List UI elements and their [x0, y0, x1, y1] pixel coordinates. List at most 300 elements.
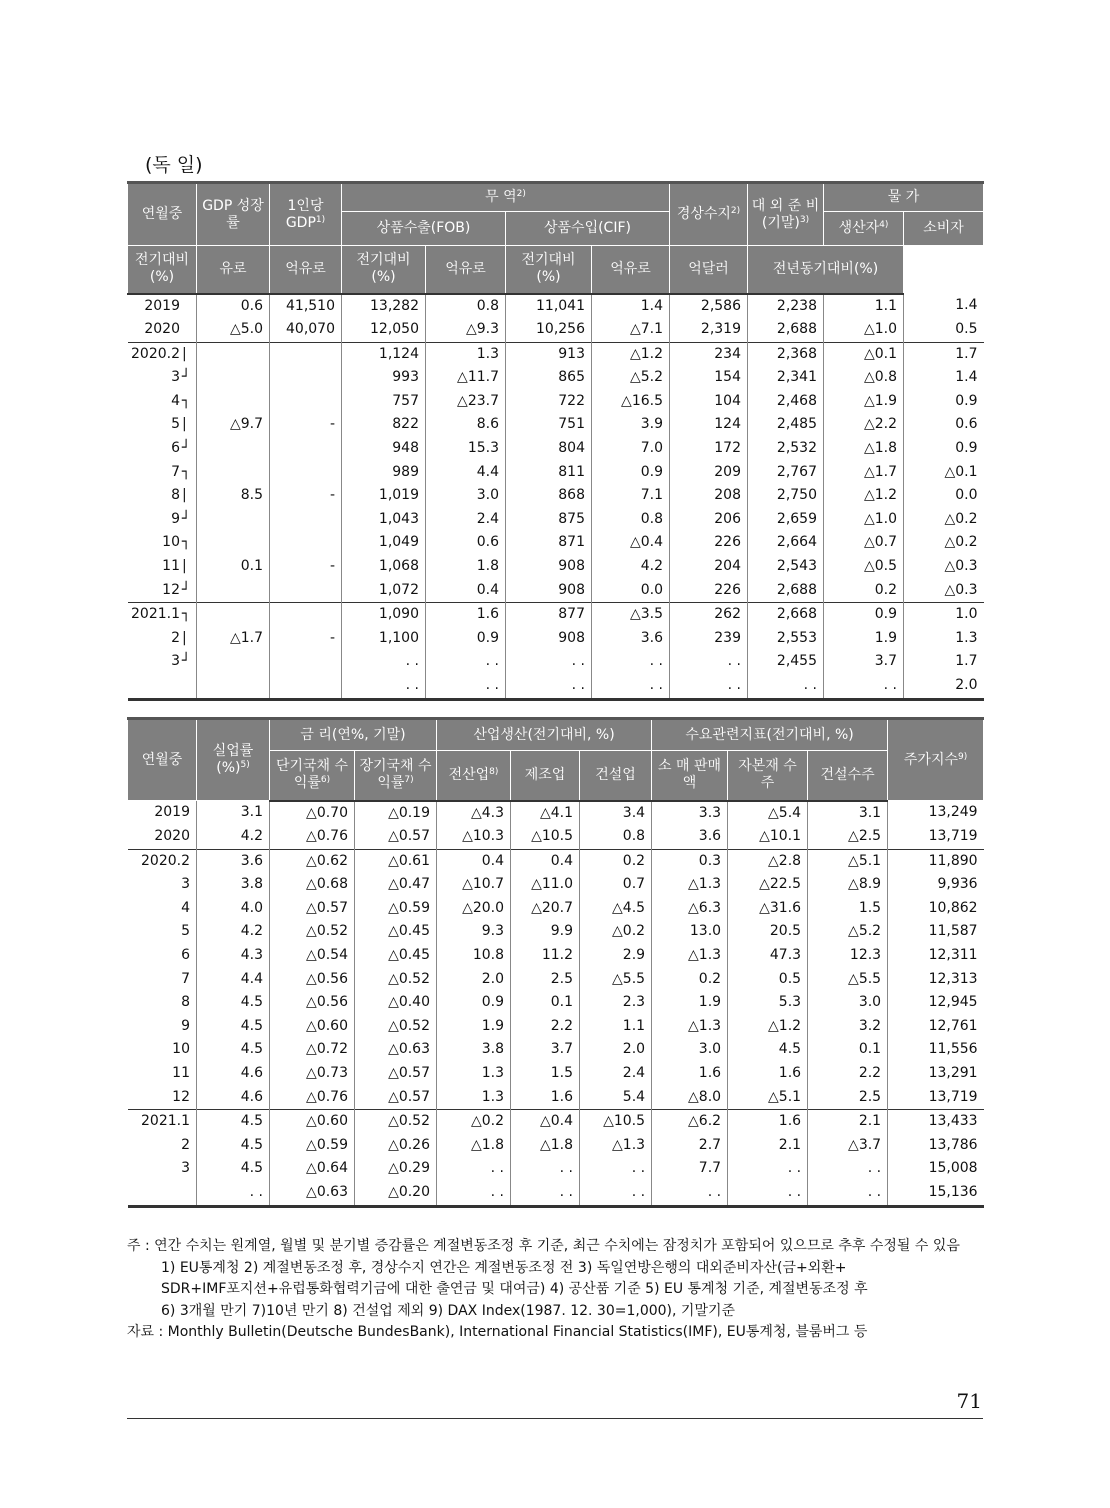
table-cell: △16.5: [592, 390, 670, 414]
table-cell: . .: [580, 1181, 652, 1206]
table-cell: △0.3: [904, 579, 984, 603]
table-cell: 15.3: [426, 437, 506, 461]
unit-import-change: 전기대비 (%): [506, 246, 592, 294]
col-header-month: 연월중: [128, 183, 197, 246]
quarter-bracket: ┘: [182, 440, 191, 457]
unit-current-account: 억유로: [592, 246, 670, 294]
table-cell: 5.4: [580, 1086, 652, 1110]
table-cell: 2.7: [652, 1134, 728, 1158]
table-cell: 1.3: [437, 1062, 511, 1086]
table-cell: 868: [506, 484, 592, 508]
table-cell: 1.6: [511, 1086, 580, 1110]
table-cell: △4.5: [580, 897, 652, 921]
table-cell: [270, 437, 342, 461]
table-row: [128, 603, 984, 627]
table-cell: 3.4: [580, 801, 652, 826]
table-cell: 6: [181, 947, 190, 964]
col-header-unemployment: 실업률 (%)$^{5)}$: [197, 719, 270, 801]
table-row: [128, 555, 984, 579]
table-row: [128, 318, 984, 342]
page-number: 71: [956, 1389, 982, 1413]
table-cell: 908: [506, 555, 592, 579]
table-cell: △0.2: [437, 1110, 511, 1134]
table-cell: 0.4: [426, 579, 506, 603]
table-cell: 0.9: [904, 437, 984, 461]
table-cell: [270, 366, 342, 390]
col-header-capital-goods: 자본재 수 주: [728, 751, 808, 801]
col-header-retail: 소 매 판매액: [652, 751, 728, 801]
table-row: [128, 437, 984, 461]
table-row: [128, 484, 984, 508]
table-cell: 0.4: [437, 849, 511, 873]
table-cell: △0.19: [355, 801, 437, 826]
table-cell: 4.6: [197, 1062, 270, 1086]
table-cell: △1.7: [197, 627, 270, 651]
col-header-short-bond: 단기국채 수익률$^{6)}$: [270, 751, 355, 801]
table-cell: 11: [172, 1065, 190, 1082]
table-cell: △7.1: [592, 318, 670, 342]
table-cell: △0.76: [270, 825, 355, 849]
table-cell: 3.1: [197, 801, 270, 826]
table-cell: [270, 579, 342, 603]
table-row: [128, 390, 984, 414]
table-cell: △0.73: [270, 1062, 355, 1086]
table-cell: -: [270, 627, 342, 651]
table-cell: 1.7: [904, 342, 984, 366]
table-cell: △0.52: [355, 1015, 437, 1039]
table-cell: 41,510: [270, 294, 342, 319]
table-cell: △1.8: [824, 437, 904, 461]
table-cell: 0.8: [580, 825, 652, 849]
table-cell: △0.4: [511, 1110, 580, 1134]
table-cell: 993: [342, 366, 426, 390]
col-header-interest: 금 리(연%, 기말): [270, 719, 437, 751]
table-cell: 172: [670, 437, 748, 461]
table-cell: △0.7: [824, 531, 904, 555]
table-cell: 262: [670, 603, 748, 627]
table-cell: △5.1: [728, 1086, 808, 1110]
table-cell: . .: [437, 1181, 511, 1206]
table-cell: 5.3: [728, 991, 808, 1015]
table-cell: 13,719: [888, 1086, 984, 1110]
table-cell: △0.2: [580, 920, 652, 944]
table-cell: 3.1: [808, 801, 888, 826]
quarter-bracket: ┘: [182, 653, 191, 670]
table-cell: △0.57: [355, 825, 437, 849]
section-title: (독 일): [145, 154, 203, 176]
table-cell: 9,936: [888, 873, 984, 897]
table-cell: 20.5: [728, 920, 808, 944]
table-cell: [197, 461, 270, 485]
table-cell: 3 ┘: [128, 650, 197, 674]
table-cell: . .: [728, 1157, 808, 1181]
table-cell: 7: [181, 970, 190, 987]
table-cell: 1.4: [904, 294, 984, 319]
table-cell: 5: [181, 923, 190, 940]
table-cell: [197, 342, 270, 366]
table-cell: 11,041: [506, 294, 592, 319]
table-cell: △1.8: [437, 1134, 511, 1158]
table-row: [128, 920, 984, 944]
table-cell: . .: [670, 650, 748, 674]
table-cell: △5.4: [728, 801, 808, 826]
col-header-construction-orders: 건설수주: [808, 751, 888, 801]
table-cell: . .: [342, 674, 426, 699]
col-header-long-bond: 장기국채 수익률$^{7)}$: [355, 751, 437, 801]
table-cell: 7.0: [592, 437, 670, 461]
table-cell: 1.7: [904, 650, 984, 674]
table-cell: 1.3: [426, 342, 506, 366]
table-cell: 2.1: [808, 1110, 888, 1134]
table-cell: 2.0: [904, 674, 984, 699]
table-cell: 1,068: [342, 555, 426, 579]
table-cell: 4.5: [197, 1134, 270, 1158]
table-cell: △4.3: [437, 801, 511, 826]
table-cell: 1.3: [904, 627, 984, 651]
col-header-prices: 물 가: [824, 183, 984, 212]
table-cell: 2.4: [580, 1062, 652, 1086]
table-cell: 1.9: [652, 991, 728, 1015]
table-cell: 2,750: [748, 484, 824, 508]
table-cell: [128, 674, 197, 699]
table-cell: △0.56: [270, 968, 355, 992]
table-cell: 10.8: [437, 944, 511, 968]
table-row: [128, 508, 984, 532]
table-cell: [197, 437, 270, 461]
table-cell: 2,468: [748, 390, 824, 414]
col-header-industrial-production: 산업생산(전기대비, %): [437, 719, 652, 751]
unit-gdp: 전기대비 (%): [128, 246, 197, 294]
table-cell: 0.9: [437, 991, 511, 1015]
table-cell: . .: [342, 650, 426, 674]
table-cell: 124: [670, 413, 748, 437]
table-cell: 3.8: [437, 1038, 511, 1062]
table-cell: 757: [342, 390, 426, 414]
table-cell: 2 |: [128, 627, 197, 651]
table-cell: 0.6: [904, 413, 984, 437]
table-cell: 4.2: [197, 920, 270, 944]
table-cell: 2,688: [748, 318, 824, 342]
table-cell: △8.0: [652, 1086, 728, 1110]
table-cell: 0.5: [904, 318, 984, 342]
source-note: 자료 : Monthly Bulletin(Deutsche BundesBank), International Financial Statistics(IMF), EU통계청, 블룸버그 등: [127, 1324, 868, 1340]
table-cell: 3 ┘: [128, 366, 197, 390]
table-cell: 1,019: [342, 484, 426, 508]
germany-trade-price-table: [127, 181, 984, 701]
table-cell: 13.0: [652, 920, 728, 944]
quarter-bracket: |: [182, 487, 187, 504]
table-cell: 209: [670, 461, 748, 485]
table-cell: △0.54: [270, 944, 355, 968]
table-cell: 6 ┘: [128, 437, 197, 461]
quarter-bracket: ┐: [182, 606, 191, 623]
table-cell: 12.3: [808, 944, 888, 968]
table-cell: 2.0: [437, 968, 511, 992]
table-cell: 1,049: [342, 531, 426, 555]
table-cell: 2,455: [748, 650, 824, 674]
table-row: [128, 1086, 984, 1110]
table-cell: [270, 342, 342, 366]
table-cell: △23.7: [426, 390, 506, 414]
table-cell: 12,311: [888, 944, 984, 968]
table-cell: 13,719: [888, 825, 984, 849]
table-cell: 2.5: [808, 1086, 888, 1110]
table-cell: △0.76: [270, 1086, 355, 1110]
table-cell: △0.3: [904, 555, 984, 579]
table-row: [128, 873, 984, 897]
table-row: [128, 579, 984, 603]
table-cell: △0.45: [355, 920, 437, 944]
quarter-bracket: ┐: [182, 534, 191, 551]
table-cell: 1.6: [728, 1110, 808, 1134]
table-cell: △5.2: [592, 366, 670, 390]
table-cell: 4.0: [197, 897, 270, 921]
table-row: [128, 294, 984, 319]
table-cell: [197, 390, 270, 414]
table-row: [128, 825, 984, 849]
table-cell: 40,070: [270, 318, 342, 342]
table-row: [128, 801, 984, 826]
table-cell: 239: [670, 627, 748, 651]
table-cell: 1.8: [426, 555, 506, 579]
table-cell: 3.7: [824, 650, 904, 674]
table-cell: 908: [506, 579, 592, 603]
table-cell: △1.3: [580, 1134, 652, 1158]
table-cell: 811: [506, 461, 592, 485]
table-cell: 3.6: [197, 849, 270, 873]
footer-rule: [127, 1418, 983, 1419]
table-cell: . .: [824, 674, 904, 699]
table-cell: 875: [506, 508, 592, 532]
table-cell: 1.0: [904, 603, 984, 627]
table-cell: 0.1: [197, 555, 270, 579]
table-cell: △0.72: [270, 1038, 355, 1062]
col-header-demand: 수요관련지표(전기대비, %): [652, 719, 888, 751]
table-cell: 9.9: [511, 920, 580, 944]
table-cell: 0.7: [580, 873, 652, 897]
table-cell: 10: [172, 1041, 190, 1058]
col-header-manufacturing: 제조업: [511, 751, 580, 801]
table-cell: 13,249: [888, 801, 984, 826]
table-cell: 8 |: [128, 484, 197, 508]
table-cell: △2.8: [728, 849, 808, 873]
table-cell: . .: [437, 1157, 511, 1181]
table-cell: 11,556: [888, 1038, 984, 1062]
table-cell: 822: [342, 413, 426, 437]
table-cell: △0.56: [270, 991, 355, 1015]
table-cell: 2.0: [580, 1038, 652, 1062]
table-cell: . .: [670, 674, 748, 699]
table-cell: 2.2: [511, 1015, 580, 1039]
table-cell: 4.4: [426, 461, 506, 485]
table-cell: 13,786: [888, 1134, 984, 1158]
table-cell: 3.3: [652, 801, 728, 826]
table-cell: △1.0: [824, 508, 904, 532]
table-cell: 2,688: [748, 579, 824, 603]
table-cell: 865: [506, 366, 592, 390]
table-cell: 3.9: [592, 413, 670, 437]
col-header-current-account: 경상수지$^{2)}$: [670, 183, 748, 246]
table-cell: . .: [808, 1157, 888, 1181]
table-cell: 877: [506, 603, 592, 627]
table-cell: [270, 650, 342, 674]
table-row: [128, 1062, 984, 1086]
table-cell: △0.1: [824, 342, 904, 366]
table-cell: 9.3: [437, 920, 511, 944]
table-cell: [270, 674, 342, 699]
col-header-gdp-per-capita: 1인당 GDP$^{1)}$: [270, 183, 342, 246]
table-cell: 4.5: [197, 1038, 270, 1062]
table-cell: △0.57: [355, 1086, 437, 1110]
table-cell: 2,664: [748, 531, 824, 555]
table-cell: 226: [670, 579, 748, 603]
table-cell: △0.64: [270, 1157, 355, 1181]
table-cell: △20.0: [437, 897, 511, 921]
table-cell: 3.7: [511, 1038, 580, 1062]
table-cell: 2,767: [748, 461, 824, 485]
table-cell: 15,008: [888, 1157, 984, 1181]
table-cell: 1.6: [728, 1062, 808, 1086]
table-cell: 10 ┐: [128, 531, 197, 555]
col-header-month: 연월중: [128, 719, 197, 801]
table-cell: △0.70: [270, 801, 355, 826]
table-cell: △6.3: [652, 897, 728, 921]
table-cell: 208: [670, 484, 748, 508]
table-cell: 11.2: [511, 944, 580, 968]
table-cell: 11,587: [888, 920, 984, 944]
table-cell: △5.5: [808, 968, 888, 992]
quarter-bracket: |: [182, 345, 187, 362]
table-cell: △0.45: [355, 944, 437, 968]
table-cell: 1,043: [342, 508, 426, 532]
table-cell: 2,485: [748, 413, 824, 437]
table-cell: △0.59: [270, 1134, 355, 1158]
table-cell: △1.3: [652, 944, 728, 968]
table-row: [128, 413, 984, 437]
note-line: SDR+IMF포지션+유럽통화협력기금에 대한 출연금 및 대여금) 4) 공산품 기준 5) EU 통계청 기준, 계절변동조정 후: [161, 1281, 868, 1297]
table-cell: 908: [506, 627, 592, 651]
table-cell: . .: [652, 1181, 728, 1206]
table-cell: 722: [506, 390, 592, 414]
table-cell: [197, 366, 270, 390]
table-cell: 1,100: [342, 627, 426, 651]
table-cell: 4.5: [197, 991, 270, 1015]
table-cell: -: [270, 413, 342, 437]
table-cell: 913: [506, 342, 592, 366]
table-cell: 1.3: [437, 1086, 511, 1110]
table-cell: 4.5: [197, 1157, 270, 1181]
table-cell: 3.0: [652, 1038, 728, 1062]
table-cell: 1.5: [808, 897, 888, 921]
footnotes: [127, 1236, 987, 1344]
table-cell: 3.6: [652, 825, 728, 849]
table-cell: △22.5: [728, 873, 808, 897]
table-cell: 948: [342, 437, 426, 461]
table-cell: [197, 603, 270, 627]
table-cell: 4.5: [197, 1110, 270, 1134]
table-cell: . .: [808, 1181, 888, 1206]
table-cell: 2019: [144, 297, 180, 314]
table-cell: 9: [181, 1017, 190, 1034]
table-cell: △5.0: [197, 318, 270, 342]
table-row: [128, 849, 984, 873]
table-cell: 0.8: [426, 294, 506, 319]
table-cell: 12,050: [342, 318, 426, 342]
table-cell: 1,090: [342, 603, 426, 627]
col-header-reserves: 대 외 준 비 (기말)$^{3)}$: [748, 183, 824, 246]
table-row: [128, 1157, 984, 1181]
unit-gdp-per-capita: 유로: [197, 246, 270, 294]
table-cell: 2,668: [748, 603, 824, 627]
quarter-bracket: |: [182, 558, 187, 575]
col-header-imports: 상품수입(CIF): [506, 212, 670, 246]
table-cell: 8.6: [426, 413, 506, 437]
table-cell: 0.0: [904, 484, 984, 508]
table-cell: 9 ┘: [128, 508, 197, 532]
table-row: [128, 1181, 984, 1206]
table-cell: 10,256: [506, 318, 592, 342]
table-cell: 0.4: [511, 849, 580, 873]
table-cell: 2.2: [808, 1062, 888, 1086]
table-cell: 0.1: [511, 991, 580, 1015]
table-cell: △10.5: [511, 825, 580, 849]
quarter-bracket: |: [182, 416, 187, 433]
table-cell: △0.40: [355, 991, 437, 1015]
quarter-bracket: ┘: [182, 581, 191, 598]
table-cell: △0.68: [270, 873, 355, 897]
table-cell: 3.0: [426, 484, 506, 508]
table-cell: △2.2: [824, 413, 904, 437]
table-cell: . .: [580, 1157, 652, 1181]
table-cell: 4.5: [728, 1038, 808, 1062]
table-row: [128, 1038, 984, 1062]
table-cell: 2,586: [670, 294, 748, 319]
table-cell: △0.57: [270, 897, 355, 921]
table-cell: 0.9: [592, 461, 670, 485]
table-cell: △0.61: [355, 849, 437, 873]
table-cell: △0.59: [355, 897, 437, 921]
quarter-bracket: |: [182, 629, 187, 646]
table-cell: 2.3: [580, 991, 652, 1015]
table-cell: △0.47: [355, 873, 437, 897]
table-cell: △0.60: [270, 1110, 355, 1134]
table-cell: 8.5: [197, 484, 270, 508]
table-row: [128, 650, 984, 674]
table-row: [128, 674, 984, 699]
table-cell: 4.5: [197, 1015, 270, 1039]
table-cell: 1.9: [824, 627, 904, 651]
table-cell: 1.6: [652, 1062, 728, 1086]
table-cell: △1.0: [824, 318, 904, 342]
table-cell: 2.1: [728, 1134, 808, 1158]
table-cell: △6.2: [652, 1110, 728, 1134]
table-cell: [197, 508, 270, 532]
table-cell: 2021.1: [128, 1110, 197, 1134]
table-row: [128, 944, 984, 968]
table-row: [128, 1110, 984, 1134]
table-cell: △5.2: [808, 920, 888, 944]
table-cell: 2,238: [748, 294, 824, 319]
col-header-all-industry: 전산업$^{8)}$: [437, 751, 511, 801]
table-cell: △2.5: [808, 825, 888, 849]
table-cell: △0.52: [355, 968, 437, 992]
table-cell: 8: [181, 994, 190, 1011]
table-cell: △0.4: [592, 531, 670, 555]
table-cell: 2020: [144, 321, 180, 338]
table-cell: 204: [670, 555, 748, 579]
table-cell: 1.5: [511, 1062, 580, 1086]
table-cell: 2,659: [748, 508, 824, 532]
